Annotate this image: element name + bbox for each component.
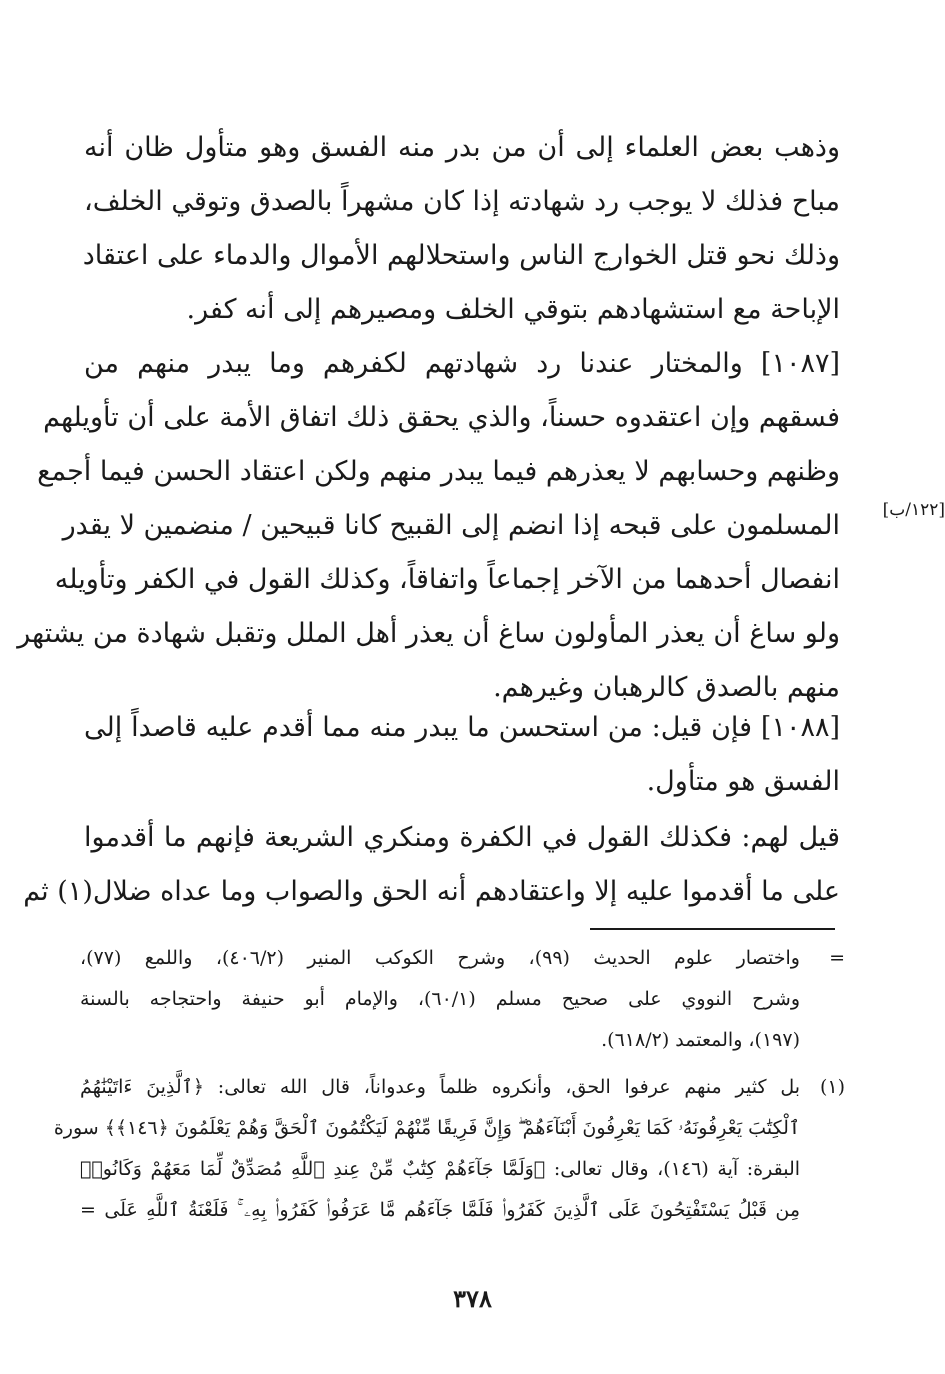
footnote-line: وشرح النووي على صحيح مسلم (٦٠/١)، والإمام أبو حنيفة واحتجاجه بالسنة xyxy=(80,988,800,1010)
footnote-line: بل كثير منهم عرفوا الحق، وأنكروه ظلماً وعدواناً، قال الله تعالى: ﴿ٱلَّذِينَ ءَاتَيْنَٰهُمُ xyxy=(80,1076,800,1098)
paragraph-1088 xyxy=(84,701,840,809)
text-line: مباح فذلك لا يوجب رد شهادته إذا كان مشهراً بالصدق وتوقي الخلف، xyxy=(84,186,840,217)
paragraph-1 xyxy=(84,121,840,337)
text-line: المسلمون على قبحه إذا انضم إلى القبيح كانا قبيحين / منضمين لا يقدر xyxy=(62,510,840,541)
text-line: [١٠٨٨] فإن قيل: من استحسن ما يبدر منه مما أقدم عليه قاصداً إلى xyxy=(84,712,840,743)
text-line: فسقهم وإن اعتقدوه حسناً، والذي يحقق ذلك اتفاق الأمة على أن تأويلهم xyxy=(43,402,840,433)
text-line: الإباحة مع استشهادهم بتوقي الخلف ومصيرهم إلى أنه كفر. xyxy=(186,294,840,325)
footnote-continuation xyxy=(80,938,800,1061)
text-line: وظنهم وحسابهم لا يعذرهم فيما يبدر منهم ولكن اعتقاد الحسن فيما أجمع xyxy=(37,456,840,487)
text-line: قيل لهم: فكذلك القول في الكفرة ومنكري الشريعة فإنهم ما أقدموا xyxy=(84,822,840,853)
text-line: الفسق هو متأول. xyxy=(646,766,840,797)
text-line: ولو ساغ أن يعذر المأولون ساغ أن يعذر أهل الملل وتقبل شهادة من يشتهر xyxy=(17,618,840,649)
text-line: منهم بالصدق كالرهبان وغيرهم. xyxy=(493,672,840,703)
text-line: وذهب بعض العلماء إلى أن من بدر منه الفسق وهو متأول ظان أنه xyxy=(84,132,840,163)
page-number: ٣٧٨ xyxy=(453,1284,492,1313)
paragraph-reply xyxy=(23,811,840,919)
footnote-1-marker: (١) xyxy=(819,1076,845,1098)
text-line: [١٠٨٧] والمختار عندنا رد شهادتهم لكفرهم وما يبدر منهم من xyxy=(84,348,841,379)
footnote-separator xyxy=(590,928,835,930)
footnote-line: مِن قَبْلُ يَسْتَفْتِحُونَ عَلَى ٱلَّذِينَ كَفَرُوا۟ فَلَمَّا جَآءَهُم مَّا عَرَفُوا۟ كَفَرُوا۟ بِهِۦ ۚ فَلَعْنَةُ ٱللَّهِ عَلَى = xyxy=(80,1199,800,1221)
footnote-line: البقرة: آية (١٤٦)، وقال تعالى: ﴿وَلَمَّا جَآءَهُمْ كِتَٰبٌ مِّنْ عِندِ ٱللَّهِ مُصَدِّقٌ لِّمَا مَعَهُمْ وَكَانُوا۟ xyxy=(80,1158,801,1180)
footnote-continuation-marker: = xyxy=(829,947,845,969)
paragraph-1087 xyxy=(17,337,841,715)
text-line: انفصال أحدهما من الآخر إجماعاً واتفاقاً، وكذلك القول في الكفر وتأويله xyxy=(54,564,840,595)
text-line: وذلك نحو قتل الخوارج الناس واستحلالهم الأموال والدماء على اعتقاد xyxy=(82,240,840,271)
manuscript-folio-marker: [١٢٢/ب] xyxy=(882,500,945,520)
footnote-line: ٱلْكِتَٰبَ يَعْرِفُونَهُۥ كَمَا يَعْرِفُونَ أَبْنَآءَهُمْ ۖ وَإِنَّ فَرِيقًا مِّنْهُمْ لَيَكْتُمُونَ ٱلْحَقَّ وَهُمْ يَعْلَمُونَ ﴿١٤٦﴾﴾ سورة xyxy=(53,1117,800,1139)
text-line: على ما أقدموا عليه إلا واعتقادهم أنه الحق والصواب وما عداه ضلال(١) ثم xyxy=(23,876,840,907)
footnote-1 xyxy=(53,1067,801,1231)
footnote-line: واختصار علوم الحديث (٩٩)، وشرح الكوكب المنير (٤٠٦/٢)، واللمع (٧٧)، xyxy=(80,947,800,969)
footnote-line: (١٩٧)، والمعتمد (٦١٨/٢). xyxy=(601,1029,800,1051)
